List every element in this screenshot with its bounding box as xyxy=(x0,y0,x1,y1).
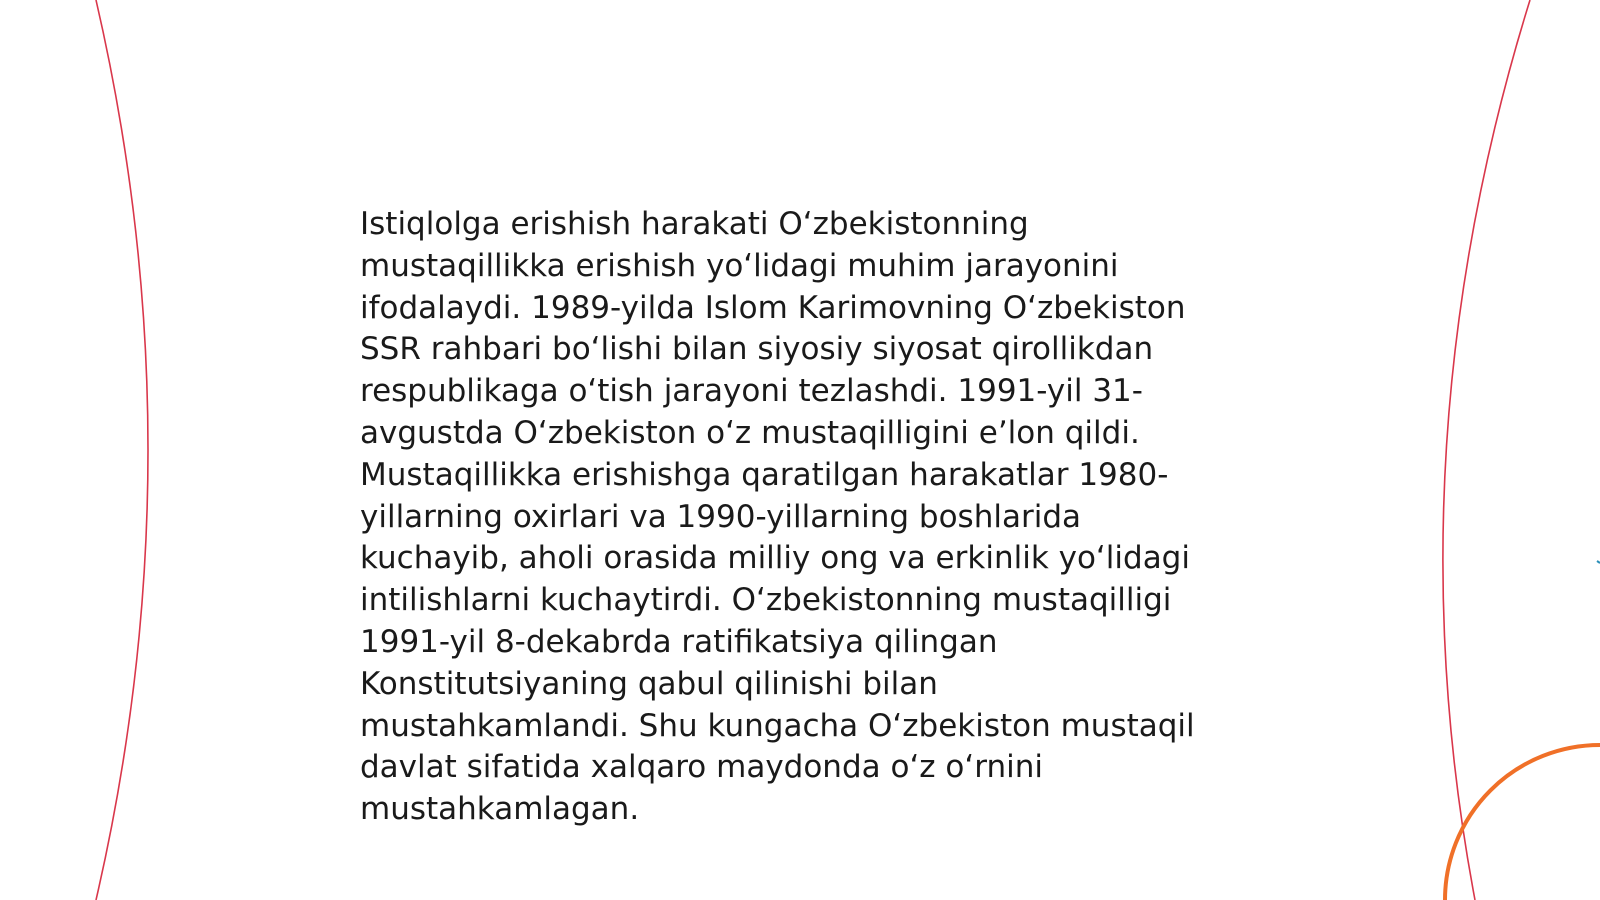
right-arc-line xyxy=(1443,0,1530,900)
body-text: Istiqlolga erishish harakati O‘zbekistonning mustaqillikka erishish yo‘lidagi muhim jarayonini ifodalaydi. 1989-yilda Islom Karimovning O‘zbekiston SSR rahbari bo‘lishi bilan siyosiy siyosat qirollikdan respublikaga o‘tish jarayoni tezlashdi. 1991-yil 31- avgustda O‘zbekiston o‘z mustaqilligini e’lon qildi. Mustaqillikka erishishga qaratilgan harakatlar 1980- yillarning oxirlari va 1990-yillarning boshlarida kuchayib, aholi orasida milliy ong va erkinlik yo‘lidagi intilishlarni kuchaytirdi. O‘zbekistonning mustaqilligi 1991-yil 8-dekabrda ratifikatsiya qilingan Konstitutsiyaning qabul qilinishi bilan mustahkamlandi. Shu kungacha O‘zbekiston mustaqil davlat sifatida xalqaro maydonda o‘z o‘rnini mustahkamlagan. xyxy=(360,206,1195,828)
bottom-right-orange-circle xyxy=(1445,745,1600,900)
left-arc-line xyxy=(96,0,148,900)
